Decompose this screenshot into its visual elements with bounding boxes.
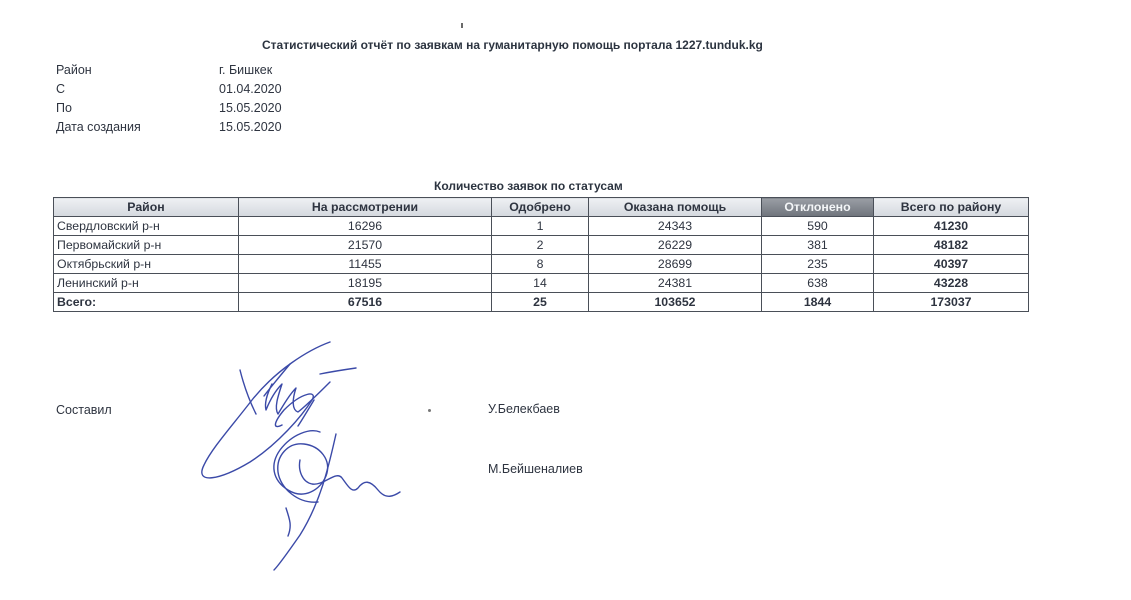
- report-title: Статистический отчёт по заявкам на гуманитарную помощь портала 1227.tunduk.kg: [262, 38, 763, 52]
- meta-row-created: [56, 120, 282, 134]
- header-under-review: На рассмотрении: [239, 198, 492, 217]
- table-total-row: [54, 293, 1029, 312]
- compiled-by-label: Составил: [56, 403, 112, 417]
- cell-rejected: 381: [762, 236, 874, 255]
- header-rejected: Отклонено: [762, 198, 874, 217]
- cell-district: Ленинский р-н: [54, 274, 239, 293]
- table-caption: Количество заявок по статусам: [434, 179, 623, 193]
- cell-aid-provided: 26229: [589, 236, 762, 255]
- cell-rejected: 638: [762, 274, 874, 293]
- cell-district: Октябрьский р-н: [54, 255, 239, 274]
- header-approved: Одобрено: [492, 198, 589, 217]
- table-row: [54, 217, 1029, 236]
- total-under-review: 67516: [239, 293, 492, 312]
- cell-aid-provided: 28699: [589, 255, 762, 274]
- meta-label: Дата создания: [56, 120, 141, 134]
- signature-stroke-5: [274, 431, 328, 502]
- cell-approved: 8: [492, 255, 589, 274]
- cell-under-review: 16296: [239, 217, 492, 236]
- header-district: Район: [54, 198, 239, 217]
- meta-value: 15.05.2020: [219, 101, 282, 115]
- cell-approved: 1: [492, 217, 589, 236]
- meta-row-to: [56, 101, 282, 115]
- signature-stroke-4: [298, 368, 356, 426]
- table-row: [54, 255, 1029, 274]
- cell-district-total: 40397: [874, 255, 1029, 274]
- meta-value: 15.05.2020: [219, 120, 282, 134]
- cell-rejected: 235: [762, 255, 874, 274]
- header-district-total: Всего по району: [874, 198, 1029, 217]
- cell-district: Свердловский р-н: [54, 217, 239, 236]
- table-header-row: [54, 198, 1029, 217]
- signature-stroke-7: [274, 434, 336, 570]
- signer-name-1: У.Белекбаев: [488, 402, 560, 416]
- cell-rejected: 590: [762, 217, 874, 236]
- cell-under-review: 21570: [239, 236, 492, 255]
- total-aid-provided: 103652: [589, 293, 762, 312]
- meta-row-district: [56, 63, 272, 77]
- grand-total: 173037: [874, 293, 1029, 312]
- signer-name-2: М.Бейшеналиев: [488, 462, 583, 476]
- cell-district-total: 43228: [874, 274, 1029, 293]
- total-approved: 25: [492, 293, 589, 312]
- meta-label: Район: [56, 63, 92, 77]
- total-rejected: 1844: [762, 293, 874, 312]
- cell-approved: 14: [492, 274, 589, 293]
- table-row: [54, 274, 1029, 293]
- cell-under-review: 11455: [239, 255, 492, 274]
- meta-value: г. Бишкек: [219, 63, 273, 77]
- meta-label: С: [56, 82, 66, 96]
- status-table: [53, 197, 1029, 312]
- cell-district-total: 48182: [874, 236, 1029, 255]
- meta-row-from: [56, 82, 282, 96]
- cell-district-total: 41230: [874, 217, 1029, 236]
- cell-aid-provided: 24381: [589, 274, 762, 293]
- cell-under-review: 18195: [239, 274, 492, 293]
- cell-district: Первомайский р-н: [54, 236, 239, 255]
- header-aid-provided: Оказана помощь: [589, 198, 762, 217]
- handwritten-signatures: [180, 330, 430, 580]
- table-row: [54, 236, 1029, 255]
- cell-aid-provided: 24343: [589, 217, 762, 236]
- total-label: Всего:: [54, 293, 239, 312]
- meta-value: 01.04.2020: [219, 82, 282, 96]
- meta-label: По: [56, 101, 72, 115]
- signature-stroke-6: [300, 460, 401, 496]
- cell-approved: 2: [492, 236, 589, 255]
- scan-mark: [461, 23, 463, 28]
